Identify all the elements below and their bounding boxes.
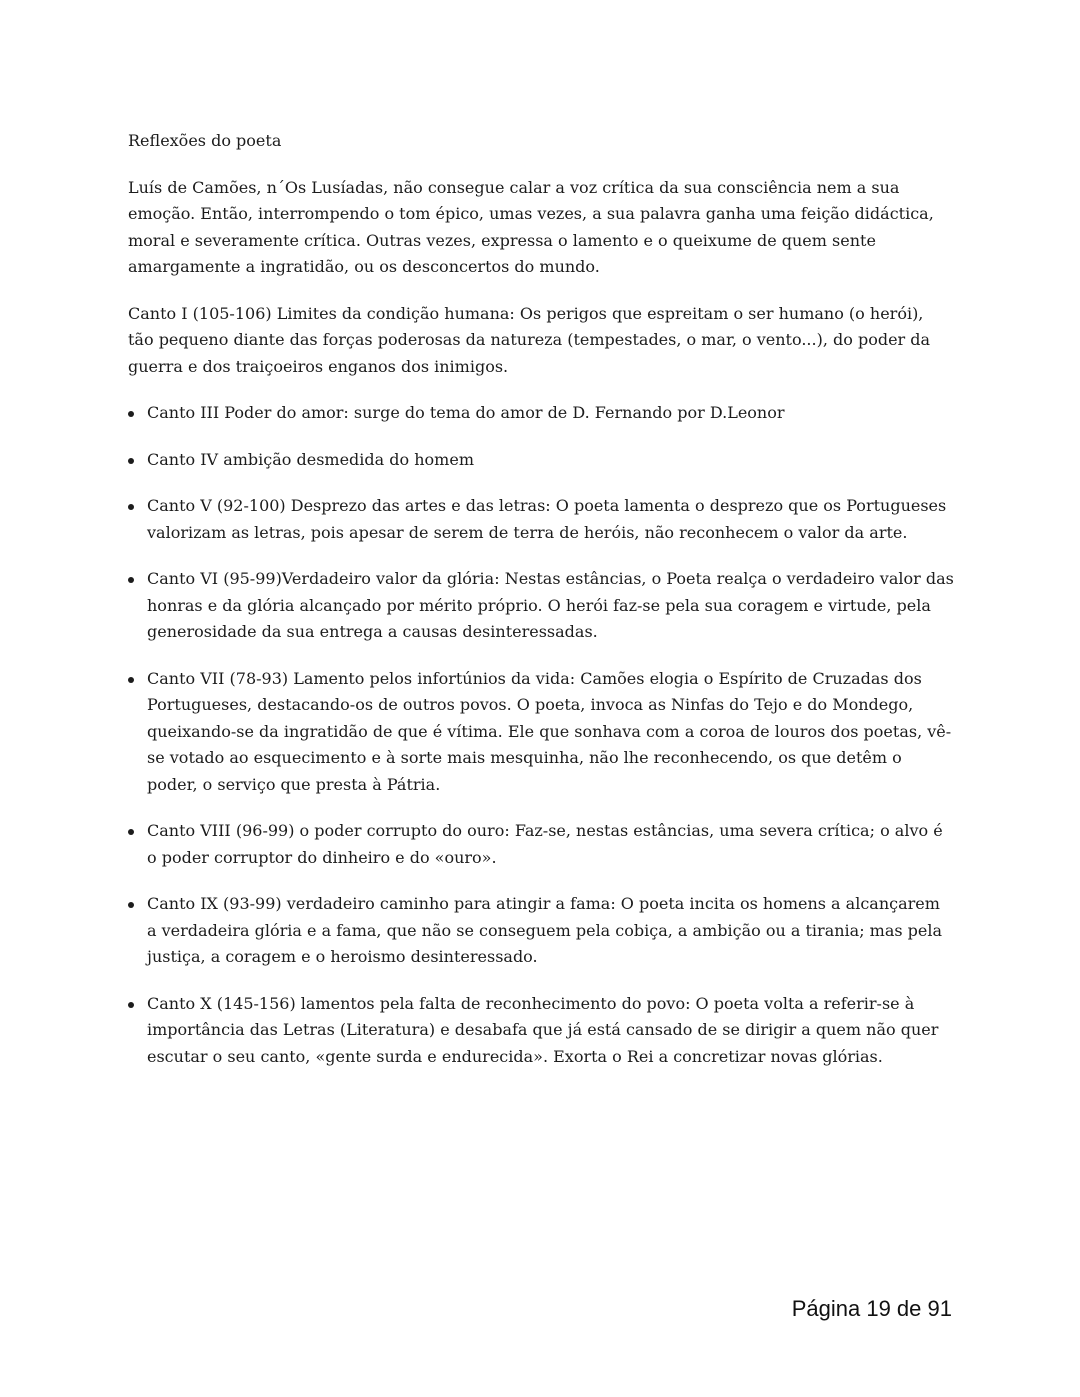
list-item-text: Canto V (92-100) Desprezo das artes e das letras: O poeta lamenta o desprezo que os Portugueses valorizam as letras, pois apesar de serem de terra de heróis, não reconhecem o valor da arte. xyxy=(147,496,947,542)
canto-list xyxy=(128,400,954,1070)
list-item-text: Canto X (145-156) lamentos pela falta de reconhecimento do povo: O poeta volta a referir-se à importância das Letras (Literatura) e desabafa que já está cansado de se dirigir a quem não quer escutar o seu canto, «gente surda e endurecida». Exorta o Rei a concretizar novas glórias. xyxy=(147,993,939,1066)
list-item xyxy=(128,666,954,799)
bullet-icon xyxy=(128,677,134,683)
intro-paragraph: Luís de Camões, n´Os Lusíadas, não consegue calar a voz crítica da sua consciência nem a sua emoção. Então, interrompendo o tom épico, umas vezes, a sua palavra ganha uma feição didáctica, moral e severamente crítica. Outras vezes, expressa o lamento e o queixume de quem sente amargamente a ingratidão, ou os desconcertos do mundo. xyxy=(128,177,934,276)
bullet-icon xyxy=(128,1002,134,1008)
bullet-icon xyxy=(128,458,134,464)
section-heading: Reflexões do poeta xyxy=(128,131,282,150)
list-item xyxy=(128,566,954,646)
bullet-icon xyxy=(128,902,134,908)
canto-i-paragraph: Canto I (105-106) Limites da condição humana: Os perigos que espreitam o ser humano (o herói), tão pequeno diante das forças poderosas da natureza (tempestades, o mar, o vento...), do poder da guerra e dos traiçoeiros enganos dos inimigos. xyxy=(128,303,931,376)
bullet-icon xyxy=(128,577,134,583)
document-body xyxy=(128,128,954,1090)
list-item xyxy=(128,447,954,474)
list-item-text: Canto IX (93-99) verdadeiro caminho para atingir a fama: O poeta incita os homens a alcançarem a verdadeira glória e a fama, que não se conseguem pela cobiça, a ambição ou a tirania; mas pela justiça, a coragem e o heroismo desinteressado. xyxy=(147,894,943,966)
bullet-icon xyxy=(128,829,134,835)
list-item-text: Canto IV ambição desmedida do homem xyxy=(147,449,474,469)
list-item xyxy=(128,400,954,427)
bullet-icon xyxy=(128,504,134,510)
list-item xyxy=(128,991,954,1071)
list-item xyxy=(128,493,954,546)
page-number: Página 19 de 91 xyxy=(791,1296,952,1321)
list-item-text: Canto III Poder do amor: surge do tema do amor de D. Fernando por D.Leonor xyxy=(147,403,785,422)
list-item-text: Canto VII (78-93) Lamento pelos infortúnios da vida: Camões elogia o Espírito de Cruzadas dos Portugueses, destacando-os de outros povos. O poeta, invoca as Ninfas do Tejo e do Mondego, queixando-se da ingratidão de que é vítima. Ele que sonhava com a coroa de louros dos poetas, vê-se votado ao esquecimento e à sorte mais mesquinha, não lhe reconhecendo, os que detêm o poder, o serviço que presta à Pátria. xyxy=(147,668,952,794)
list-item-text: Canto VI (95-99)Verdadeiro valor da glória: Nestas estâncias, o Poeta realça o verdadeiro valor das honras e da glória alcançado por mérito próprio. O herói faz-se pela sua coragem e virtude, pela generosidade da sua entrega a causas desinteressadas. xyxy=(147,569,954,641)
bullet-icon xyxy=(128,411,134,417)
list-item xyxy=(128,818,954,871)
list-item-text: Canto VIII (96-99) o poder corrupto do ouro: Faz-se, nestas estâncias, uma severa crítica; o alvo é o poder corruptor do dinheiro e do «ouro». xyxy=(147,821,943,867)
list-item xyxy=(128,891,954,971)
